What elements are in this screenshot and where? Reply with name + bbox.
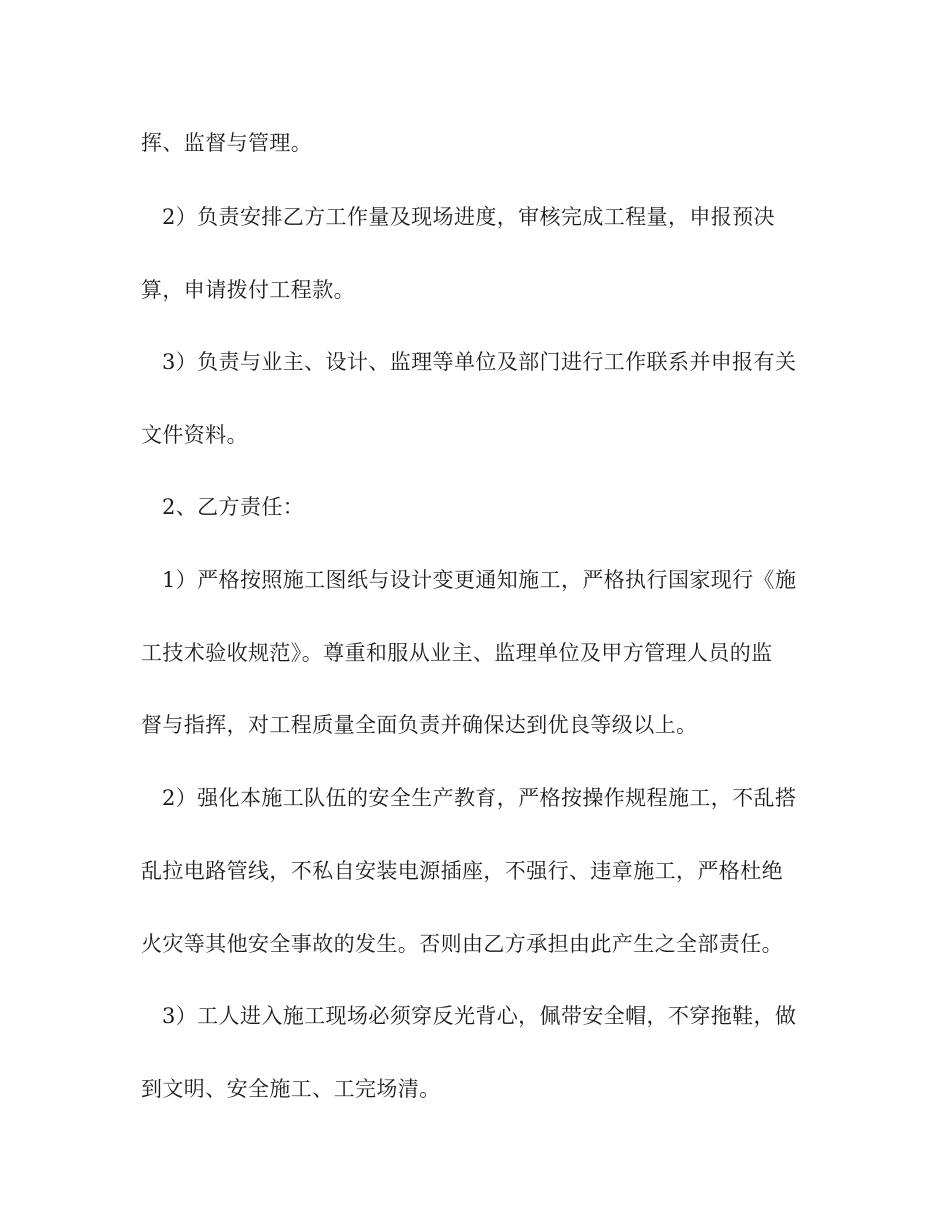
text-line: 2）负责安排乙方工作量及现场进度，审核完成工程量，申报预决	[162, 205, 775, 229]
text-line: 到文明、安全施工、工完场清。	[141, 1077, 441, 1101]
text-line: 督与指挥，对工程质量全面负责并确保达到优良等级以上。	[141, 713, 698, 737]
text-line: 文件资料。	[141, 423, 248, 447]
text-line: 挥、监督与管理。	[141, 131, 313, 155]
section-heading: 2、乙方责任：	[162, 495, 305, 519]
text-line: 乱拉电路管线，不私自安装电源插座，不强行、违章施工，严格杜绝	[141, 859, 783, 883]
text-line: 算，申请拨付工程款。	[141, 278, 355, 302]
text-line: 火灾等其他安全事故的发生。否则由乙方承担由此产生之全部责任。	[141, 932, 783, 956]
text-line: 2）强化本施工队伍的安全生产教育，严格按操作规程施工，不乱搭	[162, 786, 797, 810]
text-line: 3）负责与业主、设计、监理等单位及部门进行工作联系并申报有关	[162, 350, 797, 374]
text-line: 3）工人进入施工现场必须穿反光背心，佩带安全帽，不穿拖鞋，做	[162, 1004, 797, 1028]
text-line: 1）严格按照施工图纸与设计变更通知施工，严格执行国家现行《施	[162, 568, 797, 592]
text-line: 工技术验收规范》。尊重和服从业主、监理单位及甲方管理人员的监	[141, 641, 773, 665]
